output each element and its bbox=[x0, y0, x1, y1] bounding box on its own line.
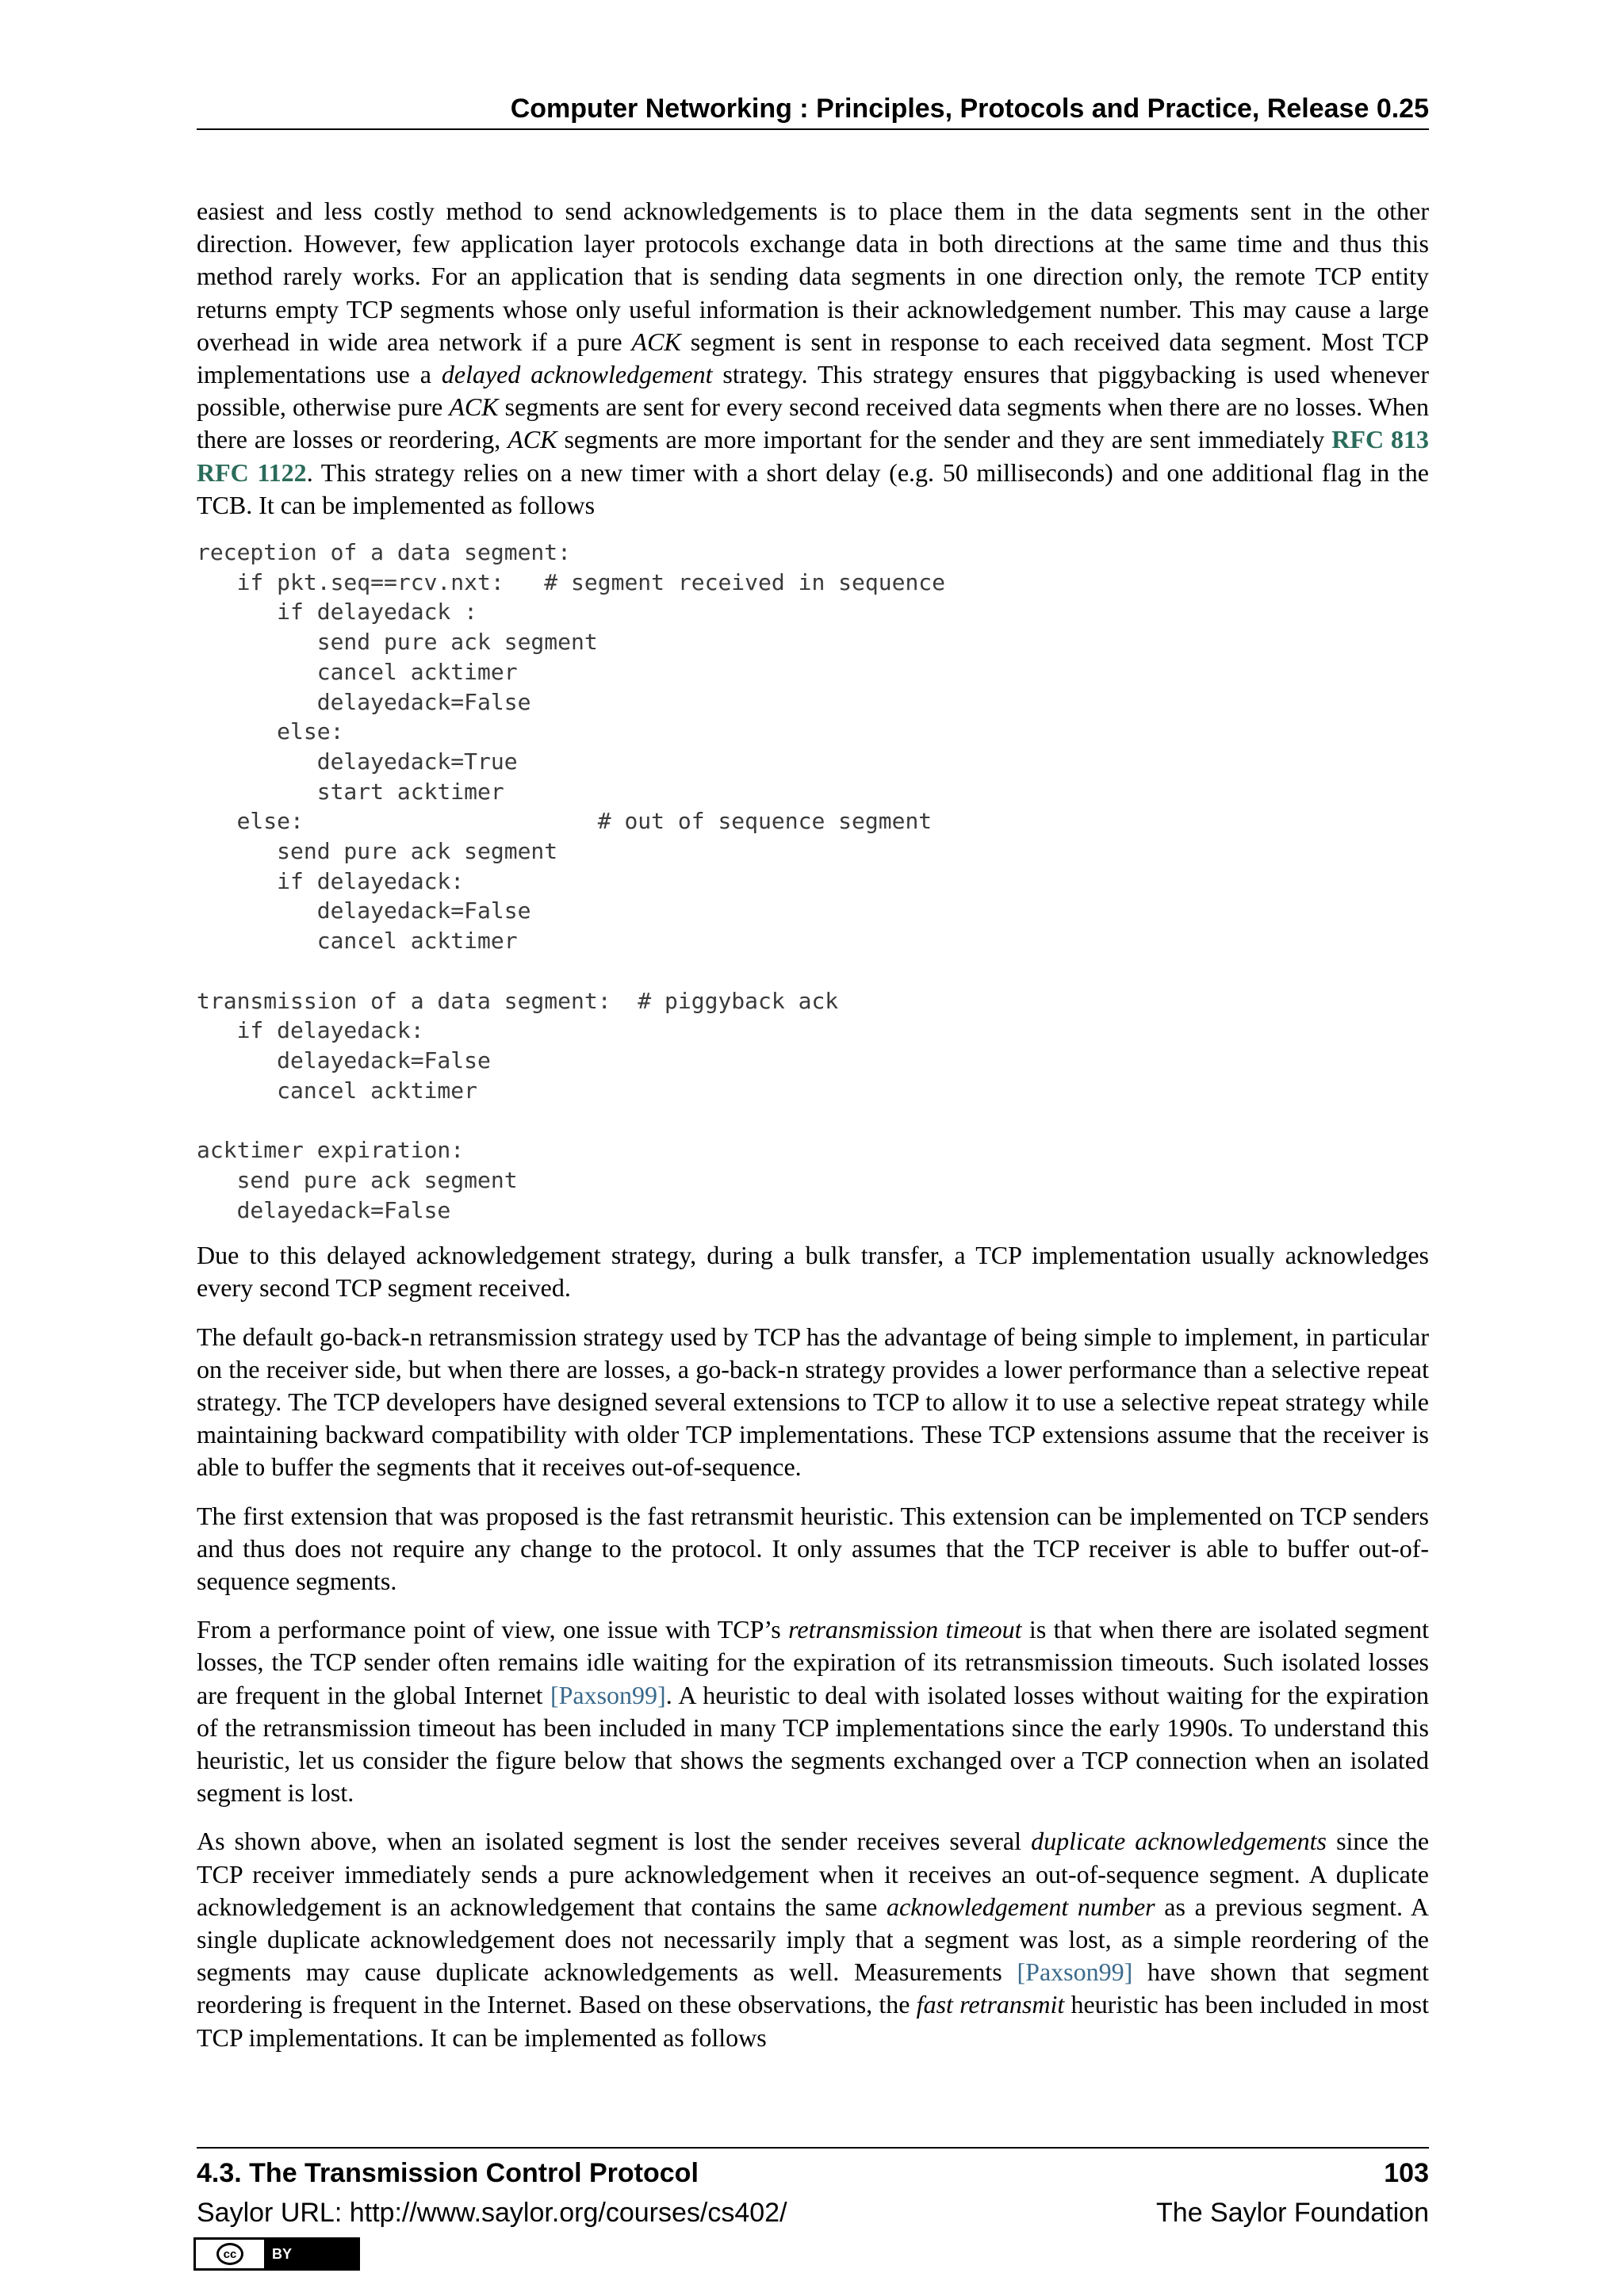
running-header: Computer Networking : Principles, Protocols and Practice, Release 0.25 bbox=[197, 89, 1429, 130]
text-span: is that when there are isolated segment losses, the TCP sender often remains idle waiting for the expiration of its retransmission timeouts. Such isolated losses are frequent in the global Internet bbox=[197, 1615, 1430, 1709]
citation-paxson99-link[interactable]: [Paxson99] bbox=[1017, 1957, 1133, 1987]
term-ack: ACK bbox=[631, 327, 681, 356]
code-block-delayed-ack: reception of a data segment: if pkt.seq==rcv.nxt: # segment received in sequence if delayedack : send pure ack segment cancel acktimer delayedack=False else: delayedack=True start acktimer else: # out of sequence segment send pure ack segment if delayedack: delayedack=False cancel acktimer transmission of a data segment: # piggyback ack if delayedack: delayedack=False cancel acktimer acktimer expiration: send pure ack segment delayedack=False bbox=[197, 539, 946, 1223]
term-duplicate-acknowledgements: duplicate acknowledgements bbox=[1031, 1827, 1327, 1856]
term-acknowledgement-number: acknowledgement number bbox=[886, 1892, 1155, 1921]
text-span: segment is sent in response to each received data segment. Most TCP implementations use a bbox=[197, 327, 1430, 389]
term-ack: ACK bbox=[449, 392, 499, 422]
text-span: since the TCP receiver immediately sends a pure acknowledgement when it receives an out-of-sequence segment. A duplicate acknowledgement is an acknowledgement that contains the same bbox=[197, 1827, 1430, 1921]
footer-divider bbox=[197, 2147, 1429, 2149]
body-text bbox=[197, 195, 1429, 2070]
footer-source-row bbox=[197, 2195, 1429, 2231]
paragraph-delayed-ack bbox=[197, 195, 1429, 522]
term-fast-retransmit: fast retransmit bbox=[916, 1990, 1065, 2019]
saylor-foundation: The Saylor Foundation bbox=[1156, 2197, 1429, 2228]
term-delayed-acknowledgement: delayed acknowledgement bbox=[441, 360, 713, 389]
text-span: . A heuristic to deal with isolated losses without waiting for the expiration of the retransmission timeout has been included in many TCP implementations since the early 1990s. To understand this heuristic, let us consider the figure below that shows the segments exchanged over a TCP connection when an isolated segment is lost. bbox=[197, 1680, 1430, 1808]
term-retransmission-timeout: retransmission timeout bbox=[788, 1615, 1022, 1644]
text-span: As shown above, when an isolated segment is lost the sender receives several bbox=[197, 1827, 1032, 1856]
footer-section-title: 4.3. The Transmission Control Protocol bbox=[197, 2157, 699, 2188]
cc-logo-icon bbox=[196, 2240, 264, 2268]
text-span: easiest and less costly method to send acknowledgements is to place them in the data segments sent in the other direction. However, few application layer protocols exchange data in both directions at the same time and thus this method rarely works. For an application that is sending data segments in one direction only, the remote TCP entity returns empty TCP segments whose only useful information is their acknowledgement number. This may cause a large overhead in wide area network if a pure bbox=[197, 197, 1429, 356]
cc-by-license-icon[interactable] bbox=[193, 2237, 360, 2271]
paragraph-duplicate-acks bbox=[197, 1825, 1429, 2053]
text-span: have shown that segment reordering is frequent in the Internet. Based on these observations, the bbox=[197, 1957, 1430, 2019]
term-ack: ACK bbox=[508, 425, 557, 454]
rfc-813-link[interactable]: RFC 813 bbox=[1331, 425, 1430, 454]
paragraph-go-back-n: The default go-back-n retransmission strategy used by TCP has the advantage of being simple to implement, in particular on the receiver side, but when there are losses, a go-back-n strategy provides a lower performance than a selective repeat strategy. The TCP developers have designed several extensions to TCP to allow it to use a selective repeat strategy while maintaining backward compatibility with older TCP implementations. These TCP extensions assume that the receiver is able to buffer the segments that it receives out-of-sequence. bbox=[197, 1322, 1429, 1482]
cc-text: cc bbox=[216, 2243, 243, 2265]
footer-section-row bbox=[197, 2155, 1429, 2191]
text-span: segments are sent for every second received data segments when there are no losses. When there are losses or reordering, bbox=[197, 392, 1429, 454]
text-span: segments are more important for the sender and they are sent immediately bbox=[557, 425, 1332, 454]
paragraph-bulk-transfer: Due to this delayed acknowledgement strategy, during a bulk transfer, a TCP implementation usually acknowledges every second TCP segment received. bbox=[197, 1241, 1429, 1303]
paragraph-retransmission-timeout bbox=[197, 1613, 1429, 1809]
saylor-url[interactable]: Saylor URL: http://www.saylor.org/courses/cs402/ bbox=[197, 2197, 787, 2228]
citation-paxson99-link[interactable]: [Paxson99] bbox=[550, 1680, 666, 1709]
text-span: strategy. This strategy ensures that piggybacking is used whenever possible, otherwise pure bbox=[197, 360, 1430, 422]
text-span: heuristic has been included in most TCP implementations. It can be implemented as follows bbox=[197, 1990, 1430, 2052]
rfc-1122-link[interactable]: RFC 1122 bbox=[197, 457, 307, 487]
paragraph-fast-retransmit-intro: The first extension that was proposed is the fast retransmit heuristic. This extension can be implemented on TCP senders and thus does not require any change to the protocol. It only assumes that the TCP receiver is able to buffer out-of-sequence segments. bbox=[197, 1501, 1429, 1596]
text-span: From a performance point of view, one issue with TCP’s bbox=[197, 1615, 789, 1644]
text-span: as a previous segment. A single duplicate acknowledgement does not necessarily imply that a segment was lost, as a simple reordering of the segments may cause duplicate acknowledgements as well. Measurements bbox=[197, 1892, 1430, 1987]
by-label: BY bbox=[272, 2245, 293, 2262]
page-number: 103 bbox=[1384, 2157, 1429, 2188]
text-span: . This strategy relies on a new timer with a short delay (e.g. 50 milliseconds) and one additional flag in the TCB. It can be implemented as follows bbox=[197, 457, 1430, 519]
